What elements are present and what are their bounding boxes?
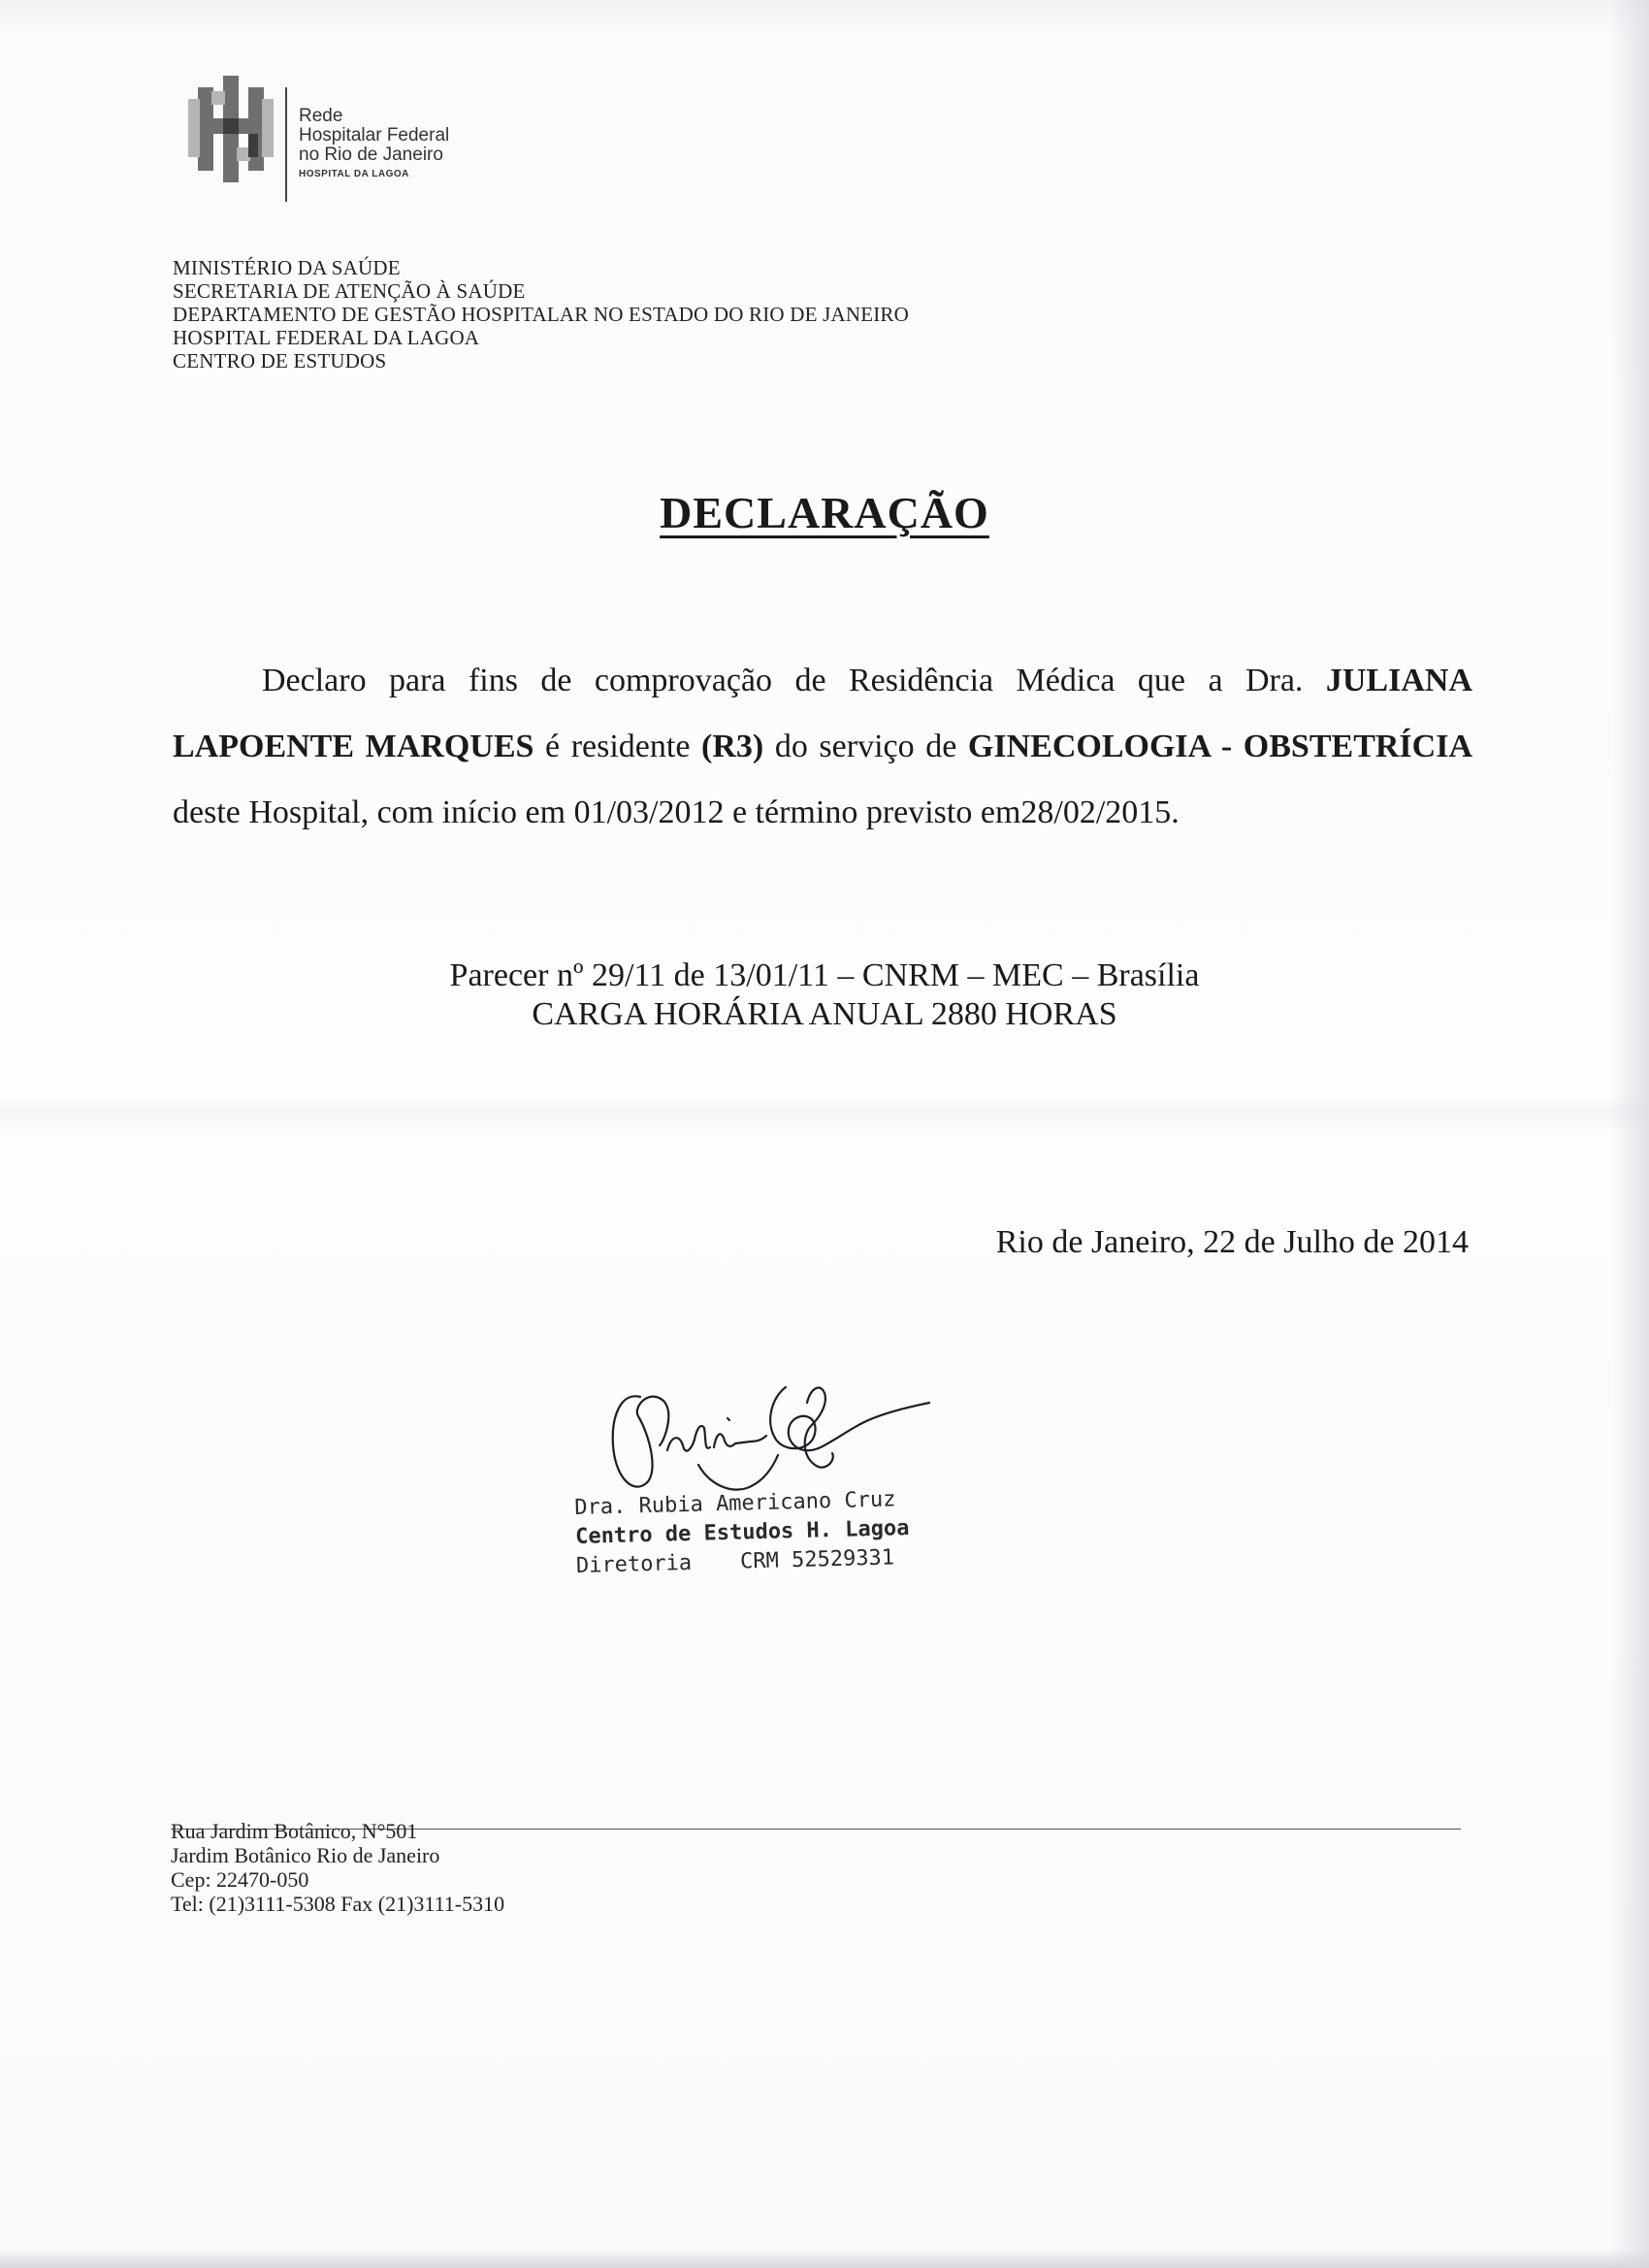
logo-subline: HOSPITAL DA LAGOA — [299, 169, 409, 179]
header-line-ministry: MINISTÉRIO DA SAÚDE — [173, 256, 401, 279]
stamp-institution: Centro de Estudos H. Lagoa — [574, 1515, 910, 1549]
header-line-secretariat: SECRETARIA DE ATENÇÃO À SAÚDE — [173, 279, 526, 303]
issue-date: Rio de Janeiro, 22 de Julho de 2014 — [995, 1224, 1469, 1260]
logo-emblem-icon — [184, 70, 281, 196]
institution-header — [173, 256, 909, 373]
logo-line-3: no Rio de Janeiro — [299, 145, 443, 165]
hospital-logo — [184, 70, 514, 206]
logo-line-2: Hospitalar Federal — [299, 125, 450, 146]
doctor-stamp — [574, 1485, 911, 1581]
logo-line-1: Rede — [299, 106, 343, 126]
footer-phone: Tel: (21)3111-5308 Fax (21)3111-5310 — [171, 1892, 505, 1916]
specialty: GINECOLOGIA - OBSTETRÍCIA — [967, 729, 1473, 764]
address-footer — [171, 1819, 504, 1916]
workload-line: CARGA HORÁRIA ANUAL 2880 HORAS — [532, 996, 1117, 1032]
logo-text — [299, 107, 449, 179]
residency-level: (R3) — [701, 729, 764, 764]
parecer-line: Parecer nº 29/11 de 13/01/11 – CNRM – MEC – Brasília — [449, 957, 1200, 993]
declaration-paragraph: Declaro para fins de comprovação de Residência Médica que a Dra. JULIANA LAPOENTE MARQUES é residente (R3) do serviço de GINECOLOGIA - OBSTETRÍCIA deste Hospital, com início em 01/03/2012 e término previsto em28/02/2015. — [173, 663, 1473, 830]
header-line-hospital: HOSPITAL FEDERAL DA LAGOA — [173, 326, 480, 349]
stamp-name: Dra. Rubia Americano Cruz — [574, 1487, 896, 1520]
stamp-role: Diretoria — [575, 1550, 693, 1578]
resident-name: JULIANA LAPOENTE MARQUES — [173, 663, 1472, 764]
footer-cep: Cep: 22470-050 — [171, 1867, 309, 1892]
logo-divider — [285, 87, 287, 202]
header-line-department: DEPARTAMENTO DE GESTÃO HOSPITALAR NO ESTADO DO RIO DE JANEIRO — [173, 303, 909, 326]
parecer-block — [0, 956, 1649, 1034]
header-line-study-center: CENTRO DE ESTUDOS — [173, 349, 387, 373]
document-title: DECLARAÇÃO — [660, 488, 989, 537]
stamp-crm: CRM 52529331 — [739, 1545, 895, 1574]
footer-street: Rua Jardim Botânico, N°501 — [171, 1819, 418, 1843]
footer-district: Jardim Botânico Rio de Janeiro — [171, 1843, 440, 1867]
